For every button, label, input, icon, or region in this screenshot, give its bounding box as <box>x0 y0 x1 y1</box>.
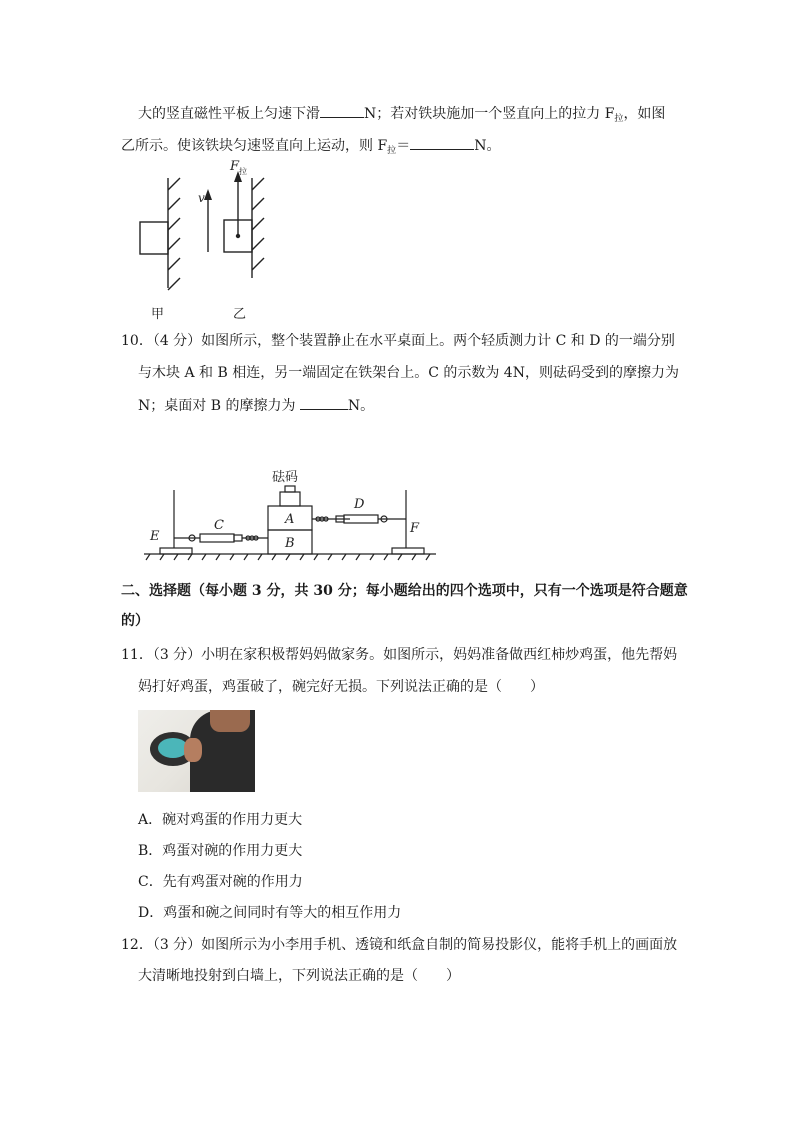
q9-subscript: 拉 <box>614 114 624 124</box>
q10-line-2: 与木块 A 和 B 相连，另一端固定在铁架台上。C 的示数为 4N，则砝码受到的摩擦力为 <box>138 365 679 381</box>
label-v: v <box>198 191 205 205</box>
q12-line-2: 大清晰地投射到白墙上，下列说法正确的是（ ） <box>138 968 460 984</box>
q9-text: ，如图 <box>623 106 666 122</box>
label-C: C <box>214 518 224 533</box>
q11-option-a[interactable]: A．碗对鸡蛋的作用力更大 <box>138 812 303 828</box>
stand-E-base <box>160 548 192 554</box>
q10-line-1: 10．（4 分）如图所示，整个装置静止在水平桌面上。两个轻质测力计 C 和 D 的一端分别 <box>121 333 675 349</box>
q9-line-1 <box>138 103 665 129</box>
hand <box>184 738 202 762</box>
q9-answer-blank-2[interactable] <box>410 135 474 150</box>
label-E: E <box>150 529 160 544</box>
q11-option-c[interactable]: C．先有鸡蛋对碗的作用力 <box>138 874 303 890</box>
label-F: F <box>230 159 240 174</box>
label-weight: 砝码 <box>272 470 299 485</box>
scale-C <box>200 534 234 542</box>
label-D: D <box>354 497 365 512</box>
q11-line-1: 11．（3 分）小明在家积极帮妈妈做家务。如图所示，妈妈准备做西红柿炒鸡蛋，他先帮妈 <box>121 647 678 663</box>
q9-text: 大的竖直磁性平板上匀速下滑 <box>138 106 320 122</box>
section2-heading-line-2: 的） <box>121 613 149 629</box>
q11-option-b[interactable]: B．鸡蛋对碗的作用力更大 <box>138 843 303 859</box>
block-jia <box>140 222 168 254</box>
q12-line-1: 12．（3 分）如图所示为小李用手机、透镜和纸盒自制的简易投影仪，能将手机上的画面放 <box>121 937 678 953</box>
label-F: F <box>410 521 420 536</box>
caption-yi: 乙 <box>233 307 247 322</box>
stand-F-base <box>392 548 424 554</box>
q9-subscript: 拉 <box>387 146 397 156</box>
q9-text: N。 <box>474 138 501 154</box>
label-F-sub: 拉 <box>239 167 247 176</box>
person-arm <box>210 710 250 732</box>
egg-bowl-photo <box>138 710 255 792</box>
q10-answer-blank[interactable] <box>300 395 348 410</box>
label-B: B <box>285 536 295 551</box>
q10-text: N；桌面对 B 的摩擦力为 <box>138 398 300 414</box>
q9-figure <box>130 158 280 328</box>
weight <box>280 492 300 506</box>
caption-jia: 甲 <box>151 307 165 322</box>
q10-line-3 <box>138 395 374 416</box>
q9-text: 乙所示。使该铁块匀速竖直向上运动，则 F <box>121 138 388 154</box>
q10-figure <box>140 462 440 566</box>
q9-text: ＝ <box>396 138 411 154</box>
section2-heading-line-1: 二、选择题（每小题 3 分，共 30 分；每小题给出的四个选项中，只有一个选项是符合题意 <box>121 583 688 599</box>
q11-option-d[interactable]: D．鸡蛋和碗之间同时有等大的相互作用力 <box>138 905 402 921</box>
q10-text: N。 <box>347 398 375 414</box>
label-A: A <box>285 512 295 527</box>
q9-text: N；若对铁块施加一个竖直向上的拉力 F <box>364 106 615 122</box>
q11-line-2: 妈打好鸡蛋，鸡蛋破了，碗完好无损。下列说法正确的是（ ） <box>138 679 544 695</box>
q9-answer-blank-1[interactable] <box>320 103 364 118</box>
